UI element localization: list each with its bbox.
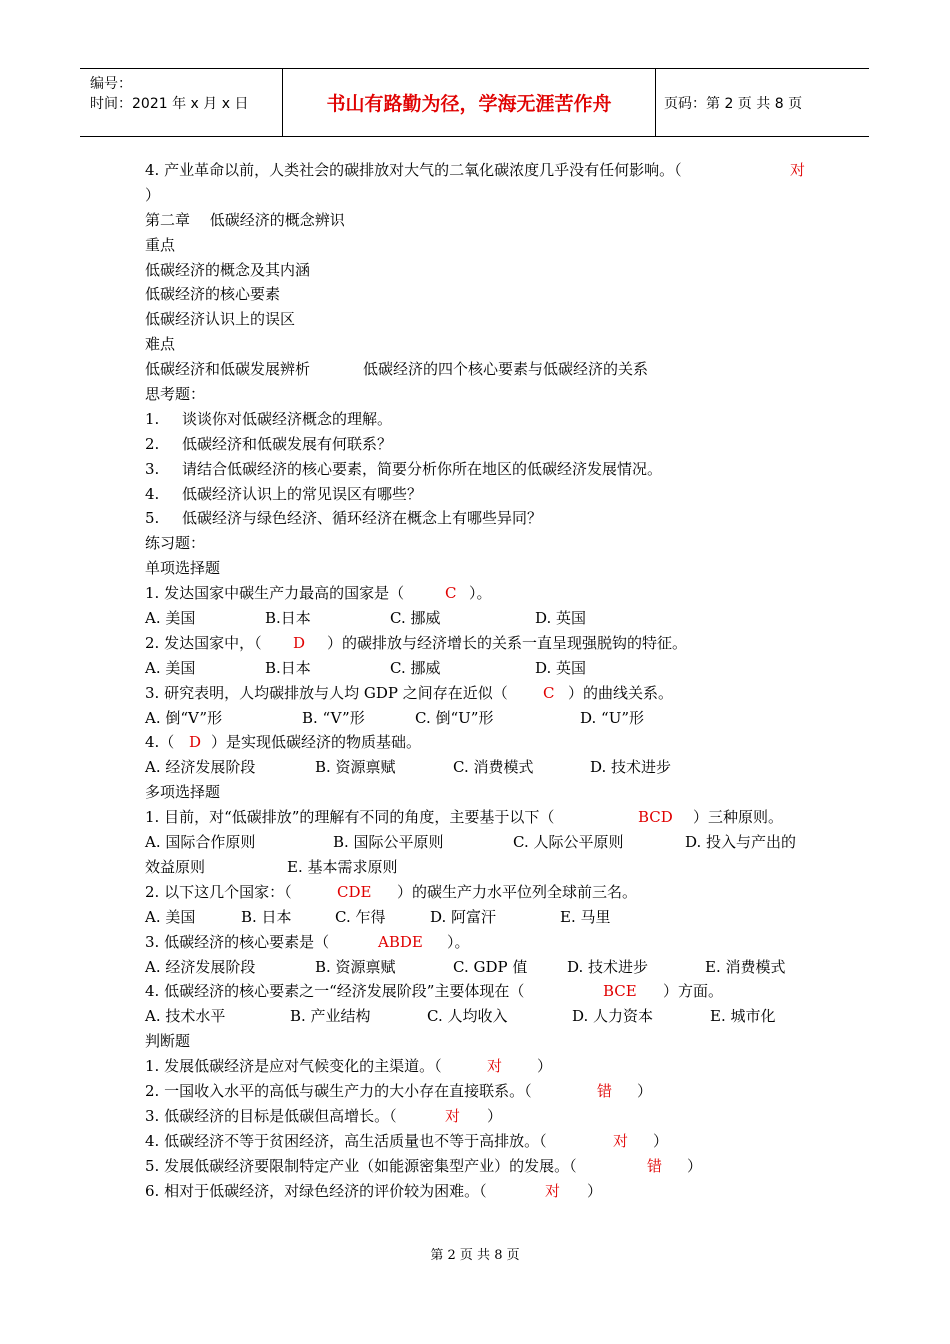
question-item: 5. 发展低碳经济要限制特定产业（如能源密集型产业）的发展。（ 错 ） (145, 1154, 825, 1179)
question-item: 4. 低碳经济的核心要素之一“经济发展阶段”主要体现在（ BCE ）方面。 (145, 979, 825, 1004)
question-item: 1. 谈谈你对低碳经济概念的理解。 (145, 409, 393, 428)
question-item: 4.（ D ）是实现低碳经济的物质基础。 (145, 730, 825, 755)
text-line: ） (145, 185, 161, 204)
document-body (145, 158, 825, 1203)
section-heading: 重点 (145, 235, 176, 254)
doc-number-label: 编号： (90, 76, 132, 92)
answer: BCE (603, 982, 637, 1001)
question-item: 2. 以下这几个国家：（ CDE ）的碳生产力水平位列全球前三名。 (145, 880, 825, 905)
section-heading: 练习题： (145, 534, 206, 553)
answer: C (543, 683, 555, 702)
answer: C (445, 584, 457, 603)
option-row: A. 经济发展阶段 B. 资源禀赋 C. GDP 值 D. 技术进步 E. 消费模式 (145, 957, 786, 976)
answer: 对 (790, 161, 806, 179)
option-row: 效益原则 E. 基本需求原则 (145, 857, 398, 876)
question-item: 3. 低碳经济的核心要素是（ ABDE ）。 (145, 930, 825, 955)
doc-date-label: 时间：2021 年 x 月 x 日 (90, 96, 249, 112)
option-row: A. 美国 B.日本 C. 挪威 D. 英国 (145, 609, 587, 628)
answer: 对 (445, 1106, 461, 1125)
question-item: 4. 低碳经济不等于贫困经济，高生活质量也不等于高排放。（ 对 ） (145, 1129, 825, 1154)
section-heading: 单项选择题 (145, 559, 221, 578)
section-heading: 思考题： (145, 385, 206, 404)
answer: BCD (638, 808, 673, 827)
text-line: 低碳经济的概念及其内涵 (145, 260, 311, 279)
answer: 对 (613, 1131, 629, 1150)
option-row: A. 倒“V”形 B. “V”形 C. 倒“U”形 D. “U”形 (145, 708, 645, 727)
option-row: A. 美国 B.日本 C. 挪威 D. 英国 (145, 658, 587, 677)
page-header (80, 68, 869, 137)
header-page-number: 页码：第 2 页 共 8 页 (664, 95, 803, 112)
section-heading: 难点 (145, 335, 176, 354)
question-item: 1. 发达国家中碳生产力最高的国家是（ C ）。 (145, 581, 825, 606)
text-line: 低碳经济认识上的误区 (145, 310, 296, 329)
option-row: A. 美国 B. 日本 C. 乍得 D. 阿富汗 E. 马里 (145, 907, 611, 926)
answer: 对 (545, 1181, 561, 1200)
answer: ABDE (378, 932, 423, 951)
option-row: A. 国际合作原则 B. 国际公平原则 C. 人际公平原则 D. 投入与产出的 (145, 833, 797, 852)
answer: 错 (597, 1081, 613, 1100)
answer: 错 (647, 1156, 663, 1175)
question-item: 3. 低碳经济的目标是低碳但高增长。（ 对 ） (145, 1104, 825, 1129)
question-item: 5. 低碳经济与绿色经济、循环经济在概念上有哪些异同？ (145, 509, 543, 528)
text-line: 4. 产业革命以前，人类社会的碳排放对大气的二氧化碳浓度几乎没有任何影响。（ 对 (145, 158, 825, 183)
question-item: 2. 发达国家中，（ D ）的碳排放与经济增长的关系一直呈现强脱钩的特征。 (145, 631, 825, 656)
answer: CDE (337, 882, 372, 901)
question-item: 3. 请结合低碳经济的核心要素，简要分析你所在地区的低碳经济发展情况。 (145, 459, 663, 478)
text-line: 低碳经济的核心要素 (145, 285, 281, 304)
section-heading: 判断题 (145, 1032, 191, 1051)
question-item: 2. 低碳经济和低碳发展有何联系？ (145, 434, 393, 453)
page-footer: 第 2 页 共 8 页 (430, 1248, 520, 1263)
answer: 对 (487, 1057, 503, 1076)
header-motto: 书山有路勤为径，学海无涯苦作舟 (283, 69, 656, 136)
header-meta (80, 69, 283, 136)
question-item: 1. 目前，对“低碳排放”的理解有不同的角度，主要基于以下（ BCD ）三种原则。 (145, 805, 825, 830)
answer: D (293, 633, 306, 652)
question-item: 1. 发展低碳经济是应对气候变化的主渠道。（ 对 ） (145, 1054, 825, 1079)
answer: D (189, 733, 202, 752)
question-item: 6. 相对于低碳经济，对绿色经济的评价较为困难。（ 对 ） (145, 1179, 825, 1204)
section-heading: 多项选择题 (145, 783, 221, 802)
question-item: 3. 研究表明，人均碳排放与人均 GDP 之间存在近似（ C ）的曲线关系。 (145, 681, 825, 706)
text-line: 低碳经济和低碳发展辨析 低碳经济的四个核心要素与低碳经济的关系 (145, 360, 649, 379)
question-item: 4. 低碳经济认识上的常见误区有哪些？ (145, 484, 423, 503)
option-row: A. 技术水平 B. 产业结构 C. 人均收入 D. 人力资本 E. 城市化 (145, 1007, 776, 1026)
chapter-title: 第二章 低碳经济的概念辨识 (145, 210, 345, 229)
question-item: 2. 一国收入水平的高低与碳生产力的大小存在直接联系。（ 错 ） (145, 1079, 825, 1104)
option-row: A. 经济发展阶段 B. 资源禀赋 C. 消费模式 D. 技术进步 (145, 758, 672, 777)
